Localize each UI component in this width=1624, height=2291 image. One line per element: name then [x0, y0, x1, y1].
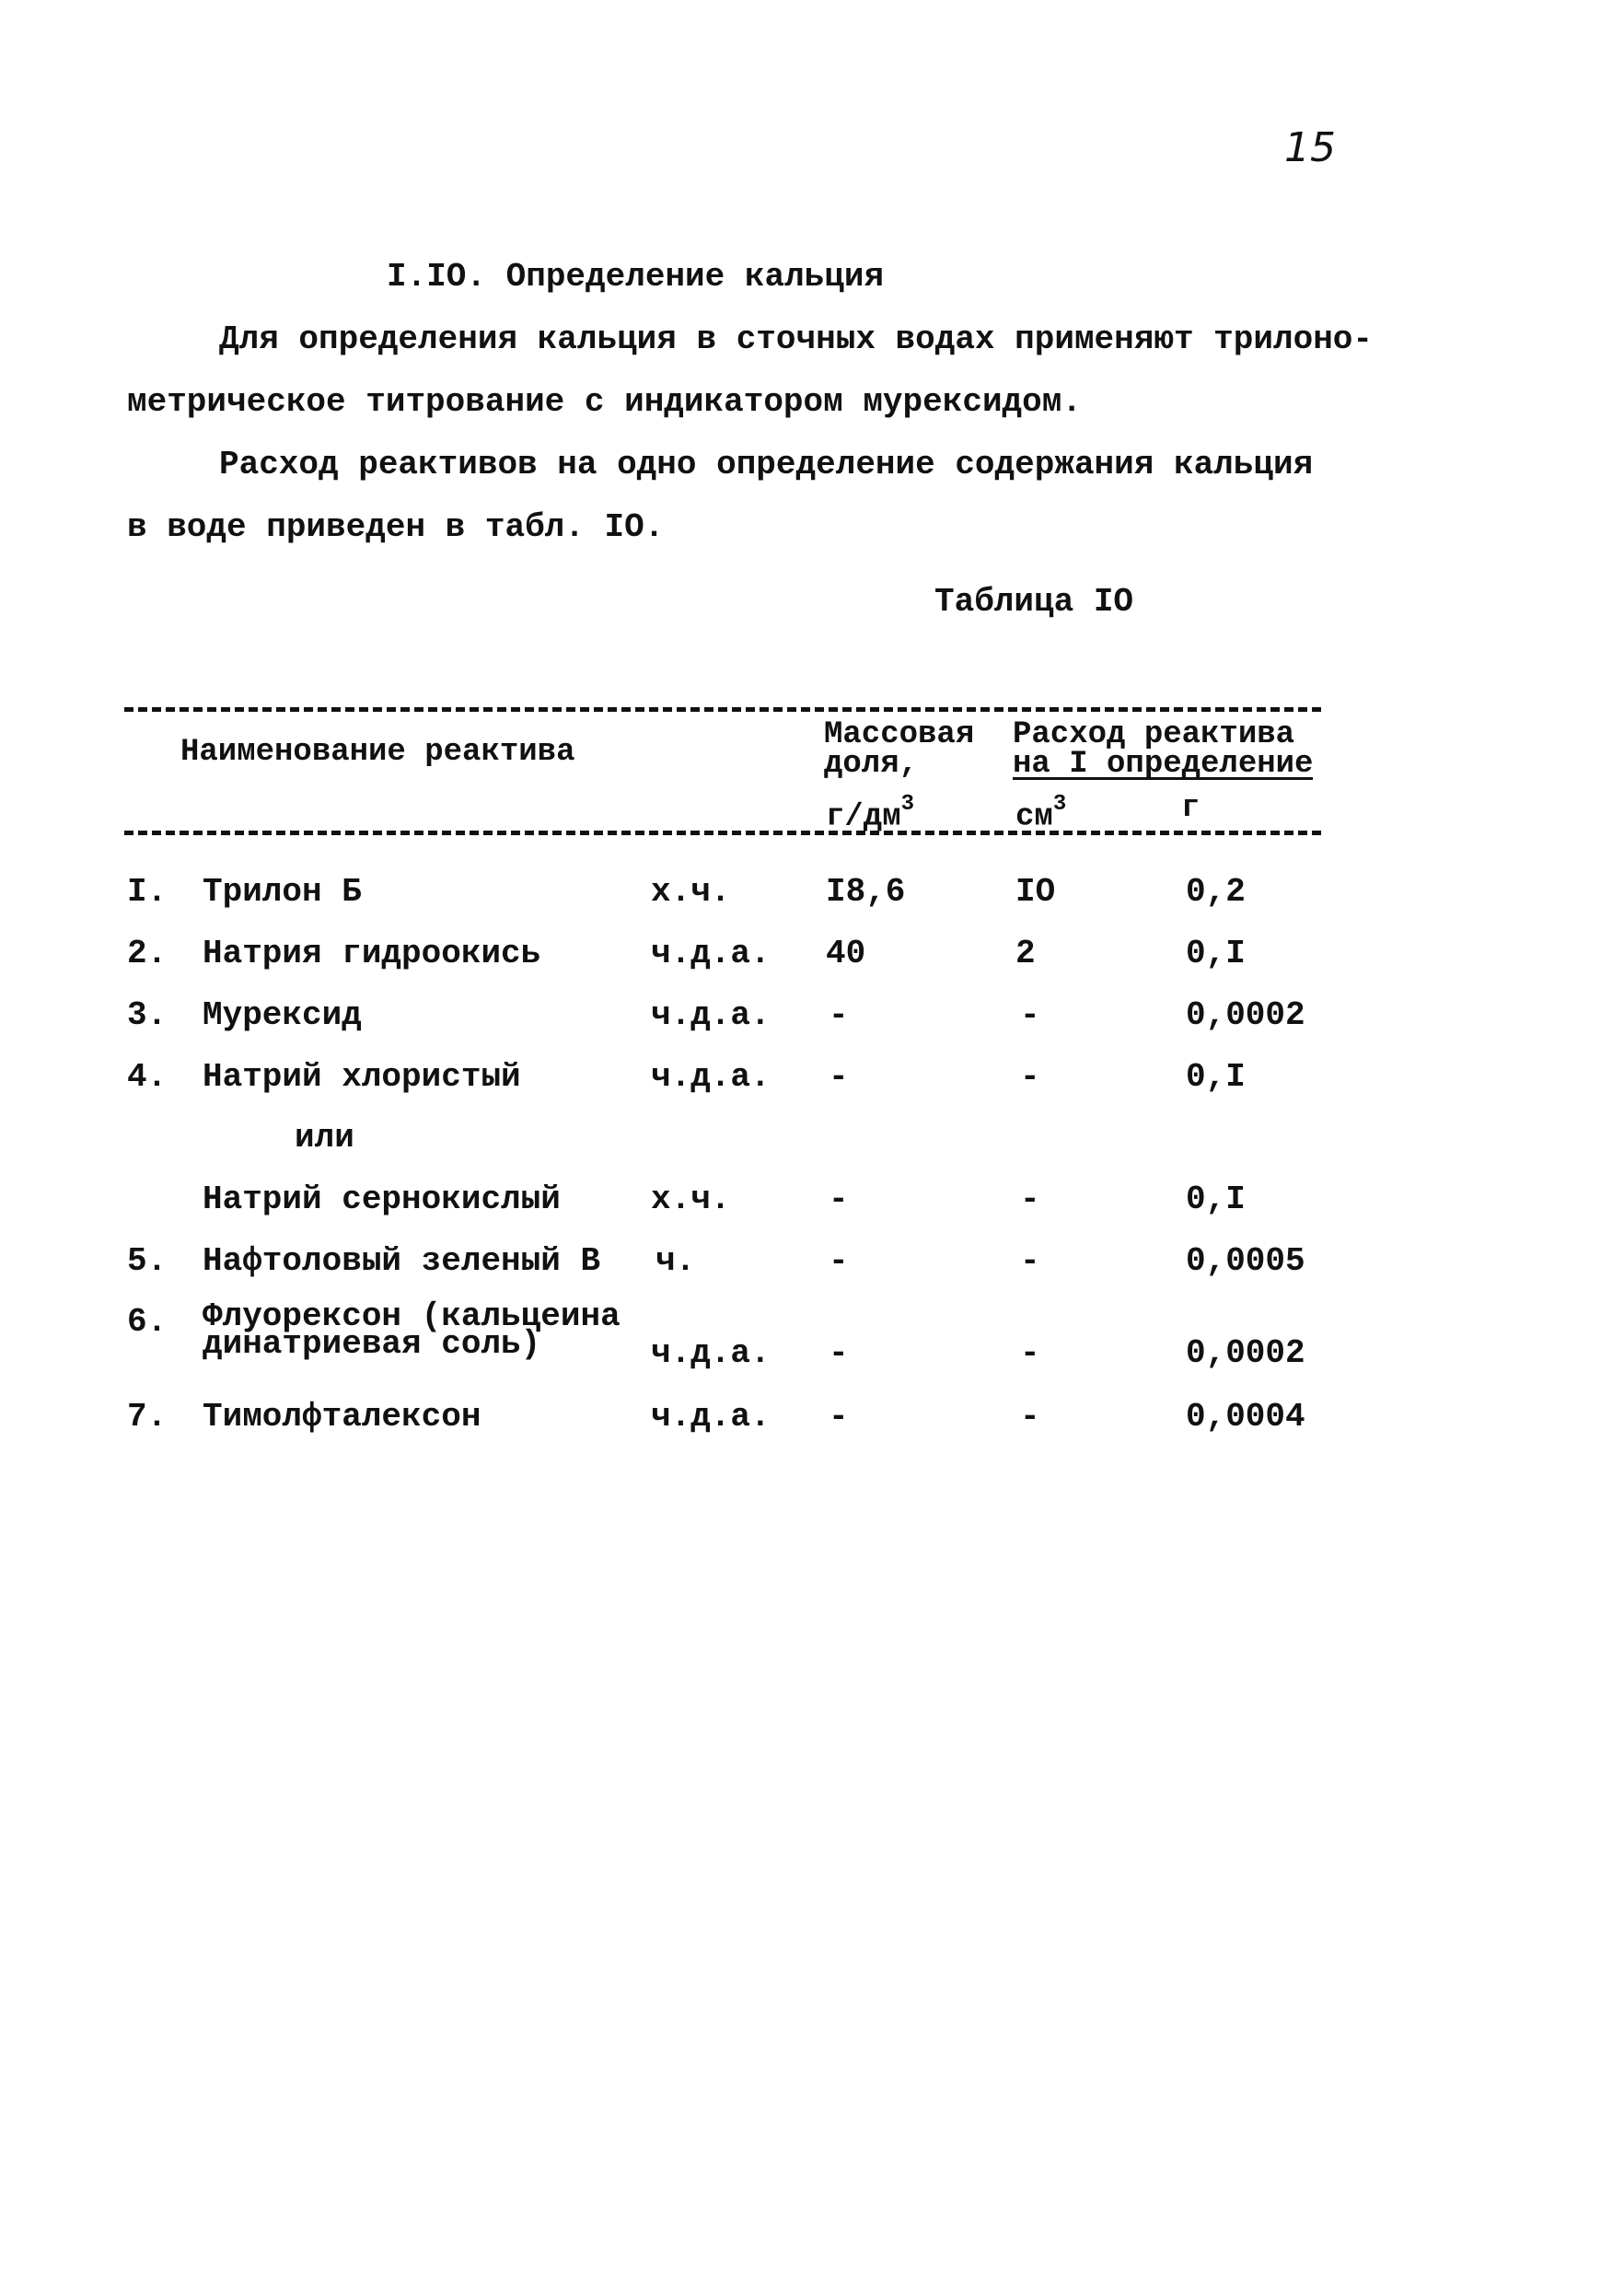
- row-6-grams: 0,0002: [1186, 1334, 1305, 1372]
- row-2-name: Натрия гидроокись: [203, 935, 541, 972]
- row-5-grams: 0,0005: [1186, 1242, 1305, 1280]
- row-1-grams: 0,2: [1186, 873, 1246, 911]
- header-consumption-line-2: на I определение: [1013, 747, 1314, 782]
- header-volume-unit: $см^3$: [1015, 792, 1067, 835]
- header-gram-unit: г: [1181, 791, 1201, 826]
- header-name: Наименование реактива: [180, 735, 575, 770]
- row-4b-name: Натрий сернокислый: [203, 1180, 561, 1218]
- row-6-mass: -: [829, 1334, 849, 1372]
- row-6-num: 6.: [127, 1303, 168, 1341]
- row-3-volume: -: [1020, 996, 1040, 1034]
- row-4b-volume: -: [1020, 1180, 1040, 1218]
- row-7-num: 7.: [127, 1398, 168, 1436]
- row-4-num: 4.: [127, 1058, 168, 1096]
- row-4-mass: -: [829, 1058, 849, 1096]
- row-2-volume: 2: [1015, 935, 1036, 972]
- row-1-mass: I8,6: [826, 873, 906, 911]
- paragraph-2-line-1: Расход реактивов на одно определение содержания кальция: [219, 446, 1314, 483]
- row-6-name-line-2: динатриевая соль): [203, 1325, 541, 1363]
- row-3-mass: -: [829, 996, 849, 1034]
- row-2-grams: 0,I: [1186, 935, 1246, 972]
- row-6-grade: ч.д.а.: [651, 1334, 771, 1372]
- row-4-name: Натрий хлористый: [203, 1058, 521, 1096]
- table-top-rule: [124, 707, 1321, 712]
- row-4b-mass: -: [829, 1180, 849, 1218]
- row-7-grams: 0,0004: [1186, 1398, 1305, 1436]
- row-6-name: Флуорексон (кальцеина: [203, 1297, 621, 1335]
- header-mass-line-1: Массовая: [824, 717, 975, 752]
- row-2-num: 2.: [127, 935, 168, 972]
- row-6-volume: -: [1020, 1334, 1040, 1372]
- row-1-grade: х.ч.: [651, 873, 731, 911]
- row-2-grade: ч.д.а.: [651, 935, 771, 972]
- row-4-grade: ч.д.а.: [651, 1058, 771, 1096]
- header-mass-line-2: доля,: [824, 747, 919, 782]
- header-consumption-line-1: Расход реактива: [1013, 717, 1295, 752]
- row-7-mass: -: [829, 1398, 849, 1436]
- paragraph-2-line-2: в воде приведен в табл. IO.: [127, 508, 665, 546]
- row-7-grade: ч.д.а.: [651, 1398, 771, 1436]
- row-3-grams: 0,0002: [1186, 996, 1305, 1034]
- row-1-volume: IO: [1015, 873, 1056, 911]
- row-7-volume: -: [1020, 1398, 1040, 1436]
- row-7-name: Тимолфталексон: [203, 1398, 481, 1436]
- paragraph-1-line-1: Для определения кальция в сточных водах применяют трилоно-: [219, 320, 1374, 358]
- row-4b-grams: 0,I: [1186, 1180, 1246, 1218]
- row-or-connector: или: [295, 1119, 354, 1157]
- row-3-grade: ч.д.а.: [651, 996, 771, 1034]
- table-header-rule: [124, 831, 1321, 835]
- row-5-grade: ч.: [655, 1242, 696, 1280]
- row-3-num: 3.: [127, 996, 168, 1034]
- row-5-mass: -: [829, 1242, 849, 1280]
- row-4b-grade: х.ч.: [651, 1180, 731, 1218]
- row-4-volume: -: [1020, 1058, 1040, 1096]
- row-5-num: 5.: [127, 1242, 168, 1280]
- row-5-name: Нафтоловый зеленый В: [203, 1242, 601, 1280]
- row-3-name: Мурексид: [203, 996, 362, 1034]
- section-title: I.IO. Определение кальция: [387, 258, 885, 296]
- header-mass-unit: $г/дм^3$: [826, 792, 915, 835]
- paragraph-1-line-2: метрическое титрование с индикатором мурексидом.: [127, 383, 1082, 421]
- row-4-grams: 0,I: [1186, 1058, 1246, 1096]
- page-number: 15: [1284, 124, 1336, 171]
- row-1-num: I.: [127, 873, 168, 911]
- table-caption: Таблица IO: [934, 583, 1134, 621]
- row-5-volume: -: [1020, 1242, 1040, 1280]
- row-2-mass: 40: [826, 935, 866, 972]
- row-1-name: Трилон Б: [203, 873, 362, 911]
